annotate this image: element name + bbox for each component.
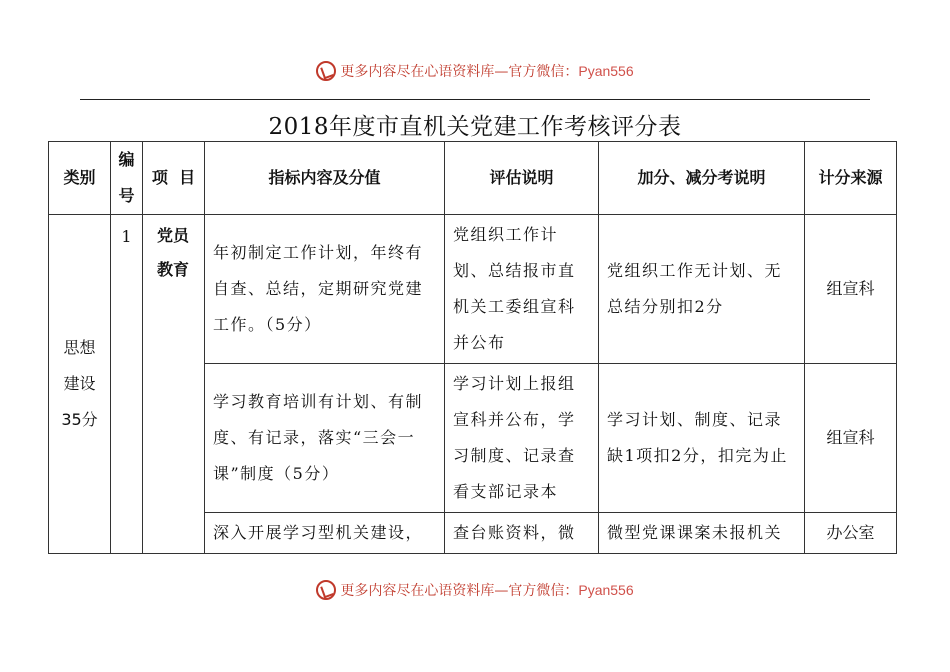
watermark-text: 更多内容尽在心语资料库—官方微信： <box>340 583 579 599</box>
watermark-id: Pyan556 <box>578 582 634 598</box>
number-cell: 1 <box>111 215 143 554</box>
project-line2: 教育 <box>157 260 190 279</box>
watermark-top <box>0 61 950 81</box>
header-number-line1: 编 <box>118 150 135 169</box>
scoring-cell: 学习计划、制度、记录缺1项扣2分，扣完为止 <box>599 364 805 513</box>
indicator-cell: 年初制定工作计划，年终有自查、总结，定期研究党建工作。（5分） <box>205 215 445 364</box>
project-cell <box>143 215 205 554</box>
category-cell <box>49 215 111 554</box>
watermark-bottom <box>0 580 950 600</box>
watermark-id: Pyan556 <box>578 63 634 79</box>
document-title: 2018年度市直机关党建工作考核评分表 <box>268 114 682 140</box>
category-line2: 建设 <box>63 374 96 393</box>
header-number-line2: 号 <box>118 186 135 205</box>
scoring-cell: 微型党课课案未报机关 <box>599 513 805 554</box>
scoring-table <box>48 141 897 554</box>
indicator-cell: 学习教育培训有计划、有制度、有记录，落实“三会一课”制度（5分） <box>205 364 445 513</box>
header-category: 类别 <box>49 142 111 215</box>
project-line1: 党员 <box>157 226 190 245</box>
heart-pen-logo-icon <box>316 61 336 81</box>
source-cell: 组宣科 <box>805 364 897 513</box>
header-rule <box>80 99 870 100</box>
header-indicator: 指标内容及分值 <box>205 142 445 215</box>
header-number <box>111 142 143 215</box>
header-source: 计分来源 <box>805 142 897 215</box>
evaluation-cell: 学习计划上报组宣科并公布，学习制度、记录查看支部记录本 <box>445 364 599 513</box>
category-line1: 思想 <box>63 338 96 357</box>
table-row <box>49 215 897 364</box>
source-cell: 组宣科 <box>805 215 897 364</box>
header-project: 项 目 <box>143 142 205 215</box>
source-cell: 办公室 <box>805 513 897 554</box>
header-row <box>49 142 897 215</box>
heart-pen-logo-icon <box>316 580 336 600</box>
evaluation-cell: 党组织工作计划、总结报市直机关工委组宣科并公布 <box>445 215 599 364</box>
watermark-text: 更多内容尽在心语资料库—官方微信： <box>340 64 579 80</box>
category-line3: 35分 <box>61 410 98 429</box>
header-scoring: 加分、减分考说明 <box>599 142 805 215</box>
header-evaluation: 评估说明 <box>445 142 599 215</box>
indicator-cell: 深入开展学习型机关建设， <box>205 513 445 554</box>
evaluation-cell: 查台账资料，微 <box>445 513 599 554</box>
scoring-cell: 党组织工作无计划、无总结分别扣2分 <box>599 215 805 364</box>
